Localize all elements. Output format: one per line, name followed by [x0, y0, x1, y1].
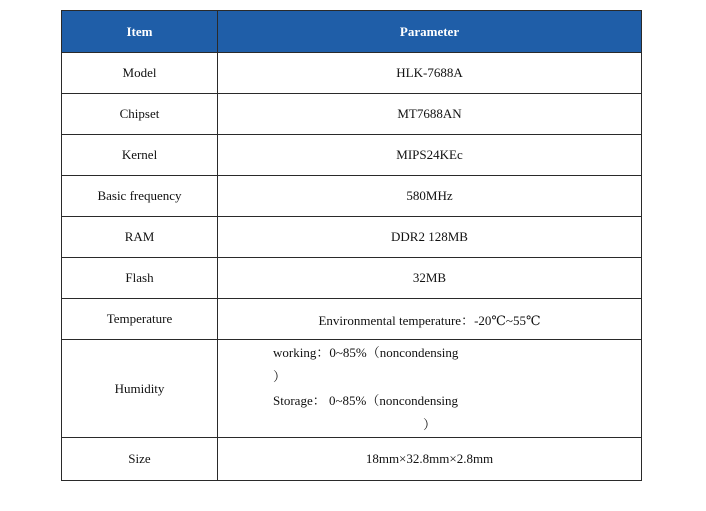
row-chipset-item: Chipset [62, 94, 218, 135]
row-temperature-value: Environmental temperature：-20℃~55℃ [218, 299, 642, 340]
row-ram-item: RAM [62, 217, 218, 258]
row-size-item: Size [62, 438, 218, 481]
row-flash-value: 32MB [218, 258, 642, 299]
table-row [62, 135, 642, 176]
spec-table [61, 10, 642, 481]
humidity-working: working：0~85%（noncondensing [273, 344, 459, 360]
table-row [62, 340, 642, 438]
header-parameter: Parameter [218, 11, 642, 53]
humidity-storage-close: ） [423, 416, 437, 432]
header-item: Item [62, 11, 218, 53]
row-model-item: Model [62, 53, 218, 94]
table-row [62, 176, 642, 217]
row-kernel-item: Kernel [62, 135, 218, 176]
row-flash-item: Flash [62, 258, 218, 299]
humidity-working-close: ） [273, 368, 287, 384]
row-kernel-value: MIPS24KEc [218, 135, 642, 176]
row-humidity-item: Humidity [62, 340, 218, 438]
row-frequency-item: Basic frequency [62, 176, 218, 217]
humidity-storage: Storage： 0~85%（noncondensing [273, 392, 459, 408]
table-row [62, 299, 642, 340]
row-chipset-value: MT7688AN [218, 94, 642, 135]
row-frequency-value: 580MHz [218, 176, 642, 217]
row-size-value: 18mm×32.8mm×2.8mm [218, 438, 642, 481]
table-row [62, 94, 642, 135]
table-header-row [62, 11, 642, 53]
row-ram-value: DDR2 128MB [218, 217, 642, 258]
row-model-value: HLK-7688A [218, 53, 642, 94]
row-temperature-item: Temperature [62, 299, 218, 340]
table-row [62, 53, 642, 94]
row-humidity-value [218, 340, 642, 438]
table-row [62, 258, 642, 299]
table-row [62, 217, 642, 258]
table-row [62, 438, 642, 481]
